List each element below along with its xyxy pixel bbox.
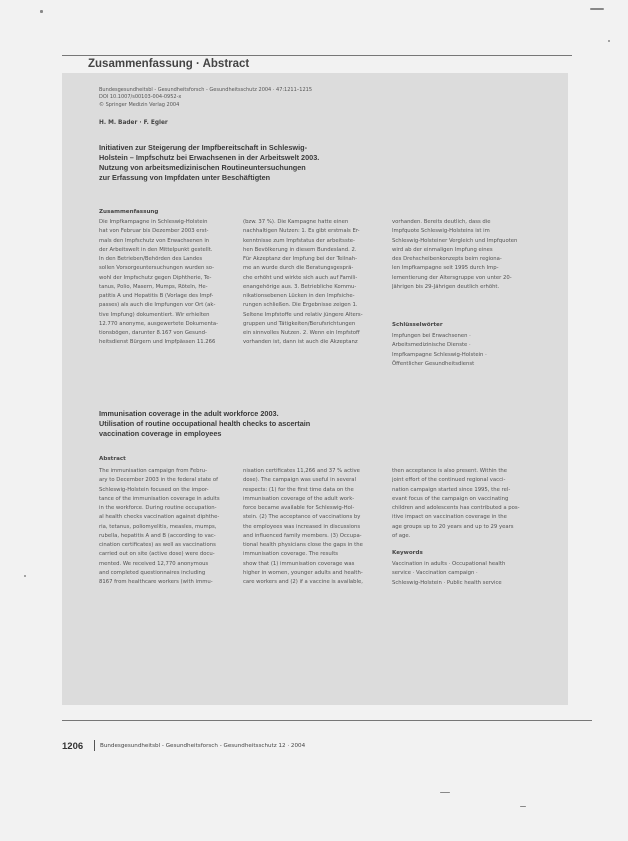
author-line: H. M. Bader · F. Egler bbox=[99, 120, 168, 126]
title-line: zur Erfassung von Impfdaten unter Beschäftigten bbox=[99, 173, 271, 183]
header-rule bbox=[62, 55, 572, 56]
scan-speck bbox=[440, 792, 450, 793]
text-line: ria, tetanus, poliomyelitis, measles, mumps, bbox=[99, 523, 217, 530]
text-line: care workers and (2) if a vaccine is available, bbox=[243, 579, 363, 585]
german-column-3 bbox=[392, 218, 542, 292]
text-line: show that (1) immunisation coverage was bbox=[243, 560, 355, 567]
title-line: Utilisation of routine occupational health checks to ascertain bbox=[99, 419, 311, 429]
text-line: heitsdienst Bürgern und Impfpässen 11.266 bbox=[99, 339, 216, 346]
scan-speck bbox=[24, 575, 26, 577]
text-line: mals den Impfschutz von Erwachsenen in bbox=[99, 237, 210, 244]
text-line: tional health physicians close the gaps in the bbox=[243, 542, 363, 548]
text-line: stein. (2) The acceptance of vaccinations by bbox=[243, 514, 361, 521]
text-line: nation campaign started since 1995, the rel- bbox=[392, 486, 511, 493]
text-line: Schleswig-Holstein focused on the impor- bbox=[99, 486, 209, 493]
title-line: Initiativen zur Steigerung der Impfbereitschaft in Schleswig- bbox=[99, 143, 307, 152]
copyright-line: © Springer Medizin Verlag 2004 bbox=[99, 101, 180, 108]
scan-speck bbox=[40, 10, 43, 13]
text-line: enangehörige aus. 3. Betriebliche Kommu- bbox=[243, 283, 357, 290]
text-line: lementierung der Altersgruppe von unter 20- bbox=[392, 274, 512, 281]
article-metadata bbox=[99, 87, 312, 109]
title-line: Nutzung von arbeitsmedizinischen Routineuntersuchungen bbox=[99, 163, 306, 173]
scan-speck bbox=[590, 8, 604, 10]
text-line: carried out on site (active dose) were docu- bbox=[99, 551, 215, 558]
title-line: Holstein – Impfschutz bei Erwachsenen in der Arbeitswelt 2003. bbox=[99, 153, 320, 163]
keyword-line: Öffentlicher Gesundheitsdienst bbox=[392, 360, 475, 367]
english-keywords-heading: Keywords bbox=[392, 550, 423, 556]
text-line: patitis A und Hepatitis B (Vorlage des Impf- bbox=[99, 293, 214, 299]
scan-speck bbox=[520, 806, 526, 807]
text-line: Seltene Impfstoffe und relativ jüngere Alters- bbox=[243, 311, 363, 318]
english-column-3 bbox=[392, 467, 542, 541]
text-line: tionsbögen, darunter 8.167 von Gesund- bbox=[99, 330, 207, 336]
english-column-2 bbox=[243, 467, 381, 587]
text-line: nachhaltigen Nutzen: 1. Es gibt erstmals Er- bbox=[243, 228, 360, 235]
text-line: joint effort of the continued regional vacci- bbox=[392, 477, 506, 484]
keyword-line: Impfungen bei Erwachsenen · bbox=[392, 333, 471, 339]
text-line: nikationsebenen Lücken in den Impfsiche- bbox=[243, 293, 355, 299]
text-line: itive impact on vaccination coverage in the bbox=[392, 514, 507, 521]
text-line: che erhöht und wirkte sich auch auf Famili- bbox=[243, 274, 358, 281]
text-line: cination certificates) as well as vaccinations bbox=[99, 542, 216, 548]
citation-line: Bundesgesundheitsbl - Gesundheitsforsch - Gesundheitsschutz 2004 · 47:1211–1215 bbox=[99, 87, 313, 93]
text-line: in the workforce. During routine occupation- bbox=[99, 505, 217, 511]
english-abstract-heading: Abstract bbox=[99, 456, 126, 462]
section-title: Zusammenfassung · Abstract bbox=[88, 58, 250, 70]
text-line: age groups up to 20 years and up to 29 years bbox=[392, 523, 514, 530]
text-line: Schleswig-Holsteiner Vergleich und Impfquoten bbox=[392, 237, 518, 244]
text-line: Jährigen bis 29-Jährigen deutlich erhöht. bbox=[392, 283, 500, 290]
text-line: tance of the immunisation coverage in adults bbox=[99, 495, 220, 502]
title-line: vaccination coverage in employees bbox=[99, 429, 222, 439]
text-line: and influenced family members. (3) Occupa- bbox=[243, 532, 362, 539]
text-line: kenntnisse zum Impfstatus der arbeitsste- bbox=[243, 237, 355, 244]
keyword-line: service · Vaccination campaign · bbox=[392, 570, 478, 577]
text-line: Für Akzeptanz der Impfung bei der Teilnah- bbox=[243, 256, 358, 262]
text-line: then acceptance is also present. Within the bbox=[392, 468, 508, 474]
text-line: tive Impfung) dokumentiert. Wir erhielten bbox=[99, 311, 210, 318]
text-line: respects: (1) for the first time data on the bbox=[243, 486, 354, 493]
doi-line: DOI 10.1007/s00103-004-0952-x bbox=[99, 94, 182, 101]
text-line: Impfquote Schleswig-Holsteins ist im bbox=[392, 228, 490, 235]
text-line: force became available for Schleswig-Hol- bbox=[243, 505, 355, 511]
german-keywords bbox=[392, 332, 487, 369]
text-line: rungen schließen. Die Ergebnisse zeigen 1. bbox=[243, 302, 358, 309]
keyword-line: Arbeitsmedizinische Dienste · bbox=[392, 342, 471, 349]
text-line: me an wurde durch die Beratungsgesprä- bbox=[243, 265, 354, 272]
keyword-line: Impfkampagne Schleswig-Holstein · bbox=[392, 351, 487, 358]
text-line: vorhanden. Bereits deutlich, dass die bbox=[392, 219, 491, 225]
text-line: hat von Februar bis Dezember 2003 erst- bbox=[99, 228, 209, 235]
text-line: ein sinnvolles Nutzen. 2. Wenn ein Impfstoff bbox=[243, 330, 360, 336]
text-line: des Drehscheibenkonzepts beim regiona- bbox=[392, 256, 502, 262]
title-line: Immunisation coverage in the adult workforce 2003. bbox=[99, 409, 279, 418]
text-line: 12.770 anonyme, ausgewertete Dokumenta- bbox=[99, 320, 219, 327]
german-abstract-heading: Zusammenfassung bbox=[99, 209, 159, 215]
text-line: and completed questionnaires including bbox=[99, 569, 206, 576]
footer-rule bbox=[62, 720, 592, 721]
text-line: len Impfkampagne seit 1995 durch Imp- bbox=[392, 265, 499, 272]
english-keywords bbox=[392, 560, 505, 588]
text-line: (bzw. 37 %). Die Kampagne hatte einen bbox=[243, 219, 349, 225]
text-line: In den Betrieben/Behörden des Landes bbox=[99, 256, 203, 262]
text-line: immunisation coverage of the adult work- bbox=[243, 495, 355, 502]
text-line: the employees was increased in discussions bbox=[243, 523, 361, 530]
text-line: children and adolescents has contributed a pos- bbox=[392, 505, 520, 511]
german-column-1 bbox=[99, 218, 235, 348]
keyword-line: Schleswig-Holstein · Public health service bbox=[392, 579, 502, 586]
text-line: higher in women, younger adults and health- bbox=[243, 569, 363, 576]
text-line: The immunisation campaign from Febru- bbox=[99, 468, 207, 474]
text-line: mented. We received 12,770 anonymous bbox=[99, 560, 209, 567]
footer-separator bbox=[94, 740, 95, 751]
text-line: tanus, Polio, Masern, Mumps, Röteln, He- bbox=[99, 283, 208, 290]
text-line: dose). The campaign was useful in several bbox=[243, 477, 356, 484]
text-line: of age. bbox=[392, 532, 411, 539]
journal-footer: Bundesgesundheitsbl - Gesundheitsforsch - Gesundheitsschutz 12 · 2004 bbox=[100, 743, 306, 749]
german-column-2 bbox=[243, 218, 381, 348]
text-line: rubella, hepatitis A and B (according to vac- bbox=[99, 532, 216, 539]
text-line: wohl der Impfschutz gegen Diphtherie, Te- bbox=[99, 274, 212, 281]
german-title bbox=[99, 143, 399, 183]
text-line: nisation certificates 11,266 and 37 % active bbox=[243, 468, 360, 474]
text-line: vorhanden ist, dann ist auch die Akzeptanz bbox=[243, 339, 358, 346]
english-column-1 bbox=[99, 467, 235, 587]
german-keywords-heading: Schlüsselwörter bbox=[392, 322, 443, 328]
english-title bbox=[99, 409, 399, 439]
text-line: wird ab der einmaligen Impfung eines bbox=[392, 246, 493, 253]
text-line: passes) als auch die Impfungen vor Ort (ak- bbox=[99, 302, 216, 309]
text-line: evant focus of the campaign on vaccinating bbox=[392, 495, 509, 502]
scan-speck bbox=[608, 40, 610, 42]
text-line: gruppen und Tätigkeiten/Berufsrichtungen bbox=[243, 320, 356, 327]
text-line: hen Bevölkerung in diesem Bundesland. 2. bbox=[243, 246, 357, 253]
page-number: 1206 bbox=[62, 741, 84, 752]
text-line: der Arbeitswelt in den Mittelpunkt gestellt. bbox=[99, 246, 213, 253]
text-line: al health checks vaccination against diphthe- bbox=[99, 514, 220, 521]
text-line: immunisation coverage. The results bbox=[243, 551, 339, 558]
text-line: sollen Vorsorgeuntersuchungen wurden so- bbox=[99, 265, 215, 272]
text-line: Die Impfkampagne in Schleswig-Holstein bbox=[99, 219, 208, 225]
keyword-line: Vaccination in adults · Occupational health bbox=[392, 561, 506, 567]
text-line: ary to December 2003 in the federal state of bbox=[99, 477, 218, 484]
text-line: 8167 from healthcare workers (with immu- bbox=[99, 579, 213, 585]
